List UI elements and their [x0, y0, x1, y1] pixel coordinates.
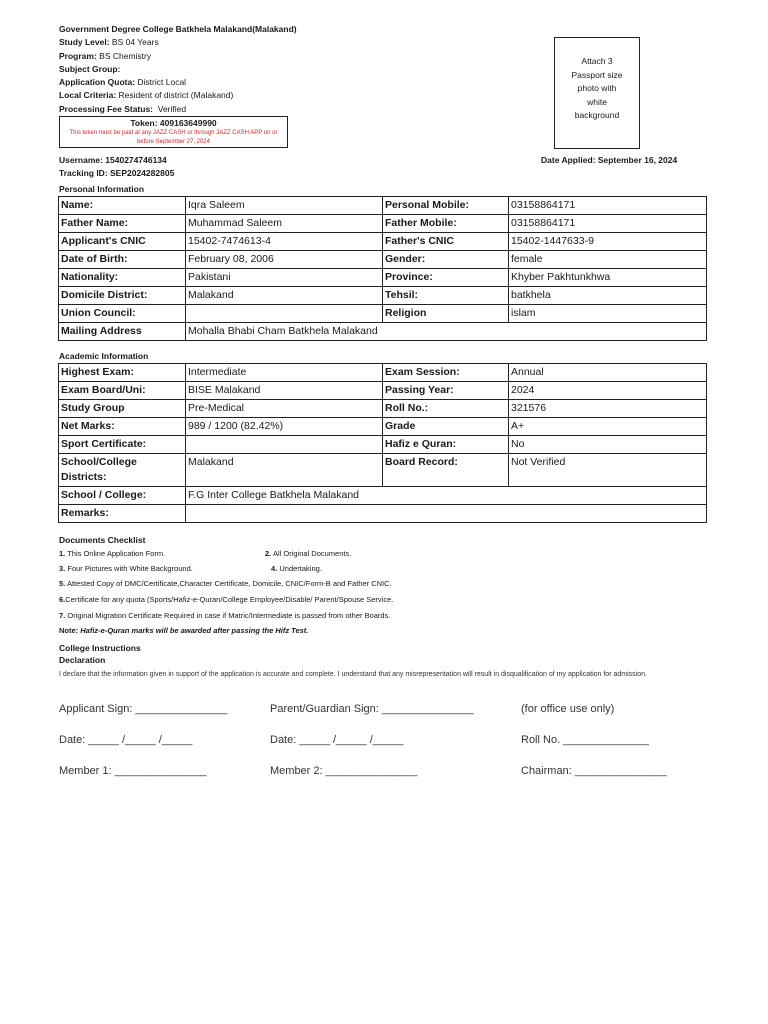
field-value: islam	[509, 305, 707, 323]
field-value: F.G Inter College Batkhela Malakand	[186, 487, 707, 505]
checklist-item-text: Attested Copy of DMC/Certificate,Character Certificate, Domicile, CNIC/Form-B and Father CNIC.	[66, 579, 392, 588]
personal-info-heading: Personal Information	[59, 184, 145, 194]
field-label: School / College:	[59, 487, 186, 505]
field-value: 03158864171	[509, 197, 707, 215]
study-level-line	[59, 36, 539, 49]
field-value: 03158864171	[509, 215, 707, 233]
field-label: Name:	[59, 197, 186, 215]
field-value: batkhela	[509, 287, 707, 305]
photo-box-text: white	[587, 96, 607, 107]
table-row	[59, 269, 707, 287]
table-row	[59, 418, 707, 436]
field-value: 15402-7474613-4	[186, 233, 383, 251]
checklist-item	[271, 564, 322, 574]
photo-placeholder-box	[554, 37, 640, 149]
checklist-item-number: 7.	[59, 611, 66, 620]
field-label: Net Marks:	[59, 418, 186, 436]
table-row	[59, 400, 707, 418]
field-label: Tehsil:	[383, 287, 509, 305]
checklist-item-text: Certificate for any quota (Sports/Hafiz-e-Quran/College Employee/Disable/ Parent/Spouse Service.	[65, 595, 394, 604]
table-row	[59, 323, 707, 341]
field-value: 15402-1447633-9	[509, 233, 707, 251]
date-applied: Date Applied: September 16, 2024	[541, 155, 678, 165]
checklist-item	[59, 595, 393, 605]
parent-date-field[interactable]: Date: _____ /_____ /_____	[270, 734, 404, 746]
checklist-item-number: 2.	[265, 549, 272, 558]
field-label: Religion	[383, 305, 509, 323]
photo-box-text: Passport size	[571, 69, 623, 80]
table-row	[59, 251, 707, 269]
table-row	[59, 454, 707, 487]
college-instructions-heading: College Instructions	[59, 643, 141, 653]
program-value: BS Chemistry	[99, 50, 152, 61]
college-name: Government Degree College Batkhela Malakand(Malakand)	[59, 24, 297, 34]
table-row	[59, 505, 707, 523]
checklist-note	[59, 626, 308, 636]
note-text: Hafiz-e-Quran marks will be awarded after passing the Hifz Test.	[80, 626, 309, 635]
photo-box-text: Attach 3	[581, 56, 613, 66]
field-label: Applicant's CNIC	[59, 233, 186, 251]
checklist-item-number: 6.	[59, 595, 66, 604]
photo-box-text: background	[574, 110, 620, 120]
checklist-item	[59, 579, 392, 589]
token-number: Token: 409163649990	[130, 118, 217, 128]
field-value: Pre-Medical	[186, 400, 383, 418]
program-line	[59, 50, 539, 63]
field-value: 321576	[509, 400, 707, 418]
field-value: Not Verified	[509, 454, 707, 487]
study-level-label: Study Level:	[59, 37, 110, 48]
checklist-heading: Documents Checklist	[59, 535, 146, 545]
roll-no-field[interactable]: Roll No. ______________	[521, 734, 649, 746]
field-label: Passing Year:	[383, 382, 509, 400]
field-value	[186, 305, 383, 323]
field-value: female	[509, 251, 707, 269]
checklist-item-number: 4.	[271, 564, 278, 573]
checklist-item	[59, 549, 165, 559]
local-criteria-label: Local Criteria:	[59, 90, 117, 101]
quota-value: District Local	[137, 77, 187, 88]
photo-box-text: photo with	[577, 83, 617, 93]
field-label: Nationality:	[59, 269, 186, 287]
table-row	[59, 382, 707, 400]
field-value: February 08, 2006	[186, 251, 383, 269]
academic-info-heading: Academic Information	[59, 351, 149, 361]
member1-sign-field[interactable]: Member 1: _______________	[59, 765, 207, 777]
field-label: Sport Certificate:	[59, 436, 186, 454]
field-label: Highest Exam:	[59, 364, 186, 382]
note-label: Note:	[59, 626, 79, 635]
field-label: Study Group	[59, 400, 186, 418]
local-criteria-value: Resident of district (Malakand)	[118, 90, 234, 101]
checklist-item-text: Four Pictures with White Background.	[67, 564, 193, 573]
local-criteria-line	[59, 89, 539, 102]
field-value: No	[509, 436, 707, 454]
fee-status-line	[59, 103, 539, 116]
field-value: Muhammad Saleem	[186, 215, 383, 233]
field-label: Father Mobile:	[383, 215, 509, 233]
tracking-id: Tracking ID: SEP2024282805	[59, 168, 175, 178]
subject-group-line	[59, 63, 539, 76]
field-value: 2024	[509, 382, 707, 400]
field-value: BISE Malakand	[186, 382, 383, 400]
field-label: Domicile District:	[59, 287, 186, 305]
applicant-date-field[interactable]: Date: _____ /_____ /_____	[59, 734, 193, 746]
checklist-item-number: 3.	[59, 564, 66, 573]
subject-group-label: Subject Group:	[59, 63, 121, 74]
personal-info-table	[58, 196, 707, 341]
field-value: Malakand	[186, 287, 383, 305]
applicant-sign-field[interactable]: Applicant Sign: _______________	[59, 703, 228, 715]
field-label: Board Record:	[383, 454, 509, 487]
checklist-item	[59, 611, 390, 621]
field-label: School/College Districts:	[59, 454, 186, 487]
chairman-sign-field[interactable]: Chairman: _______________	[521, 765, 667, 777]
field-label: Father's CNIC	[383, 233, 509, 251]
token-payment-note: This token must be paid at any JAZZ CASH or through JAZZ CASH APP on or before September 27, 2024	[69, 130, 278, 145]
declaration-heading: Declaration	[59, 655, 106, 665]
field-label: Exam Session:	[383, 364, 509, 382]
field-value	[186, 436, 383, 454]
table-row	[59, 487, 707, 505]
declaration-text: I declare that the information given in support of the application is accurate and complete. I understand that any misrepresentation will result in disqualification of my application for admission.	[59, 671, 647, 678]
field-value: Mohalla Bhabi Cham Batkhela Malakand	[186, 323, 707, 341]
table-row	[59, 364, 707, 382]
table-row	[59, 215, 707, 233]
field-value	[186, 505, 707, 523]
field-value: Annual	[509, 364, 707, 382]
field-value: A+	[509, 418, 707, 436]
checklist-item-text: This Online Application Form.	[67, 549, 166, 558]
table-row	[59, 436, 707, 454]
field-label: Mailing Address	[59, 323, 186, 341]
username: Username: 1540274746134	[59, 155, 167, 165]
checklist-item-number: 5.	[59, 579, 66, 588]
member2-sign-field[interactable]: Member 2: _______________	[270, 765, 418, 777]
field-label: Date of Birth:	[59, 251, 186, 269]
checklist-item-text: Original Migration Certificate Required in case if Matric/Intermediate is passed from other Boards.	[67, 611, 391, 620]
field-label: Roll No.:	[383, 400, 509, 418]
table-row	[59, 305, 707, 323]
quota-line	[59, 76, 539, 89]
field-label: Father Name:	[59, 215, 186, 233]
quota-label: Application Quota:	[59, 77, 136, 88]
checklist-item-number: 1.	[59, 549, 66, 558]
checklist-item	[59, 564, 193, 574]
token-box	[59, 116, 288, 148]
table-row	[59, 233, 707, 251]
academic-info-table	[58, 363, 707, 523]
table-row	[59, 287, 707, 305]
checklist-item	[265, 549, 351, 559]
fee-status-value: Verified	[157, 103, 187, 114]
field-label: Personal Mobile:	[383, 197, 509, 215]
field-value: Iqra Saleem	[186, 197, 383, 215]
field-value: Intermediate	[186, 364, 383, 382]
checklist-item-text: All Original Documents.	[272, 549, 352, 558]
field-label: Gender:	[383, 251, 509, 269]
field-label: Hafiz e Quran:	[383, 436, 509, 454]
fee-status-label: Processing Fee Status:	[59, 103, 154, 114]
field-label: Remarks:	[59, 505, 186, 523]
checklist-item-text: Undertaking.	[279, 564, 322, 573]
field-value: 989 / 1200 (82.42%)	[186, 418, 383, 436]
field-label: Grade	[383, 418, 509, 436]
table-row	[59, 197, 707, 215]
field-label: Province:	[383, 269, 509, 287]
field-label: Union Council:	[59, 305, 186, 323]
field-value: Khyber Pakhtunkhwa	[509, 269, 707, 287]
field-value: Malakand	[186, 454, 383, 487]
field-label: Exam Board/Uni:	[59, 382, 186, 400]
study-level-value: BS 04 Years	[111, 37, 159, 48]
office-use-label: (for office use only)	[521, 703, 615, 715]
program-label: Program:	[59, 50, 97, 61]
parent-sign-field[interactable]: Parent/Guardian Sign: _______________	[270, 703, 474, 715]
header-block	[59, 23, 539, 116]
field-value: Pakistani	[186, 269, 383, 287]
